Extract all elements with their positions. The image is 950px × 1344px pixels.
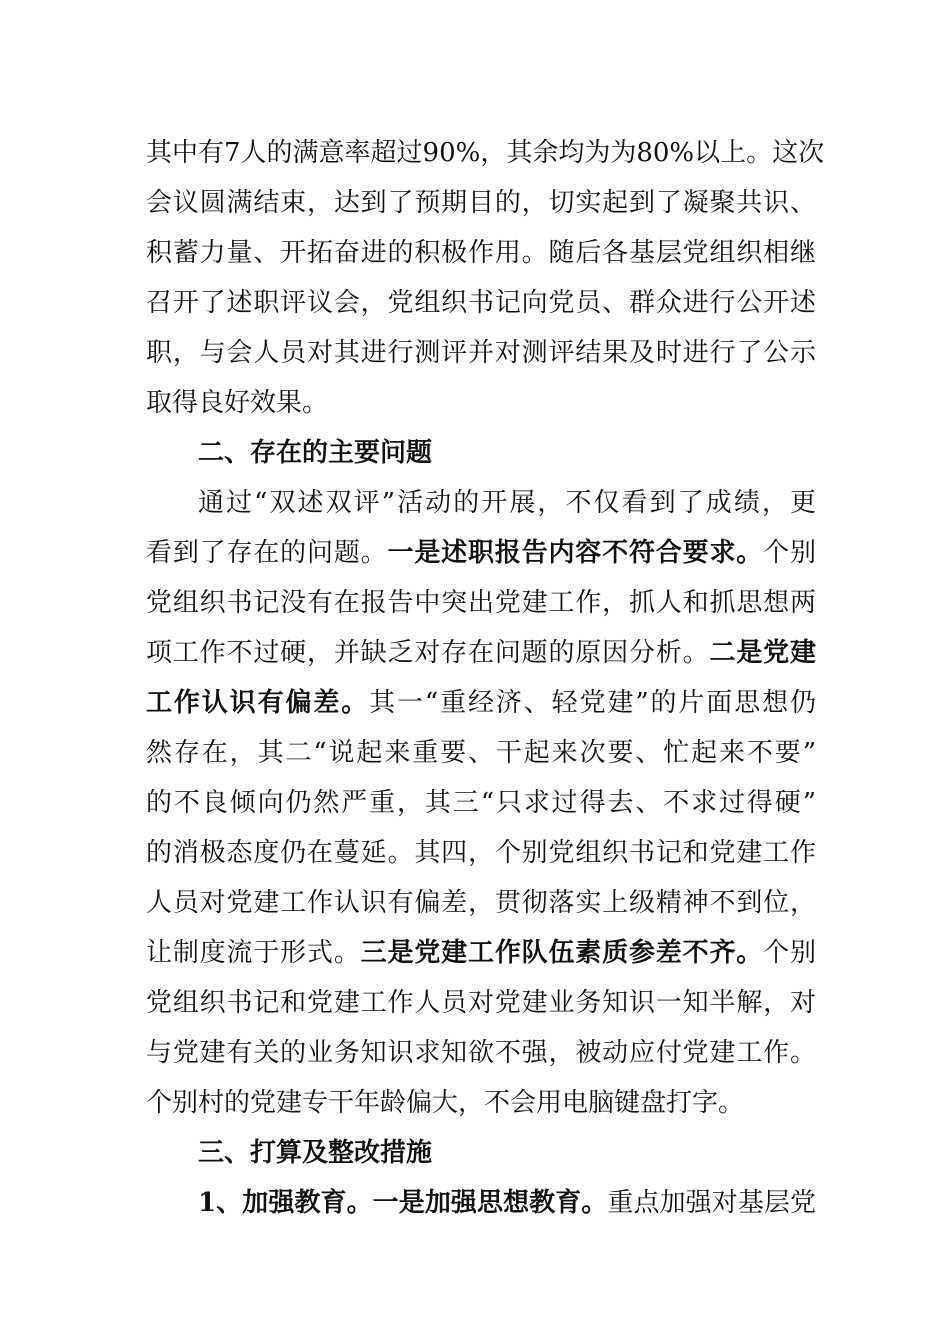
bold-text-span: 1、加强教育。一是加强思想教育。	[198, 1188, 608, 1218]
text-span: 个别	[763, 538, 816, 568]
section-heading: 三、打算及整改措施	[198, 1138, 433, 1168]
text-line	[198, 1180, 816, 1226]
section-heading: 二、存在的主要问题	[198, 438, 433, 468]
text-span: 项工作不过硬，并缺乏对存在问题的原因分析。	[146, 638, 710, 668]
text-line: 的不良倾向仍然严重，其三“只求过得去、不求过得硬”	[146, 788, 816, 818]
text-line: 党组织书记没有在报告中突出党建工作，抓人和抓思想两	[146, 588, 816, 618]
text-line: 积蓄力量、开拓奋进的积极作用。随后各基层党组织相继	[146, 238, 816, 268]
text-line: 然存在，其二“说起来重要、干起来次要、忙起来不要”	[146, 738, 816, 768]
text-line: 召开了述职评议会，党组织书记向党员、群众进行公开述	[146, 288, 816, 318]
bold-text-span: 一是述职报告内容不符合要求。	[387, 538, 764, 568]
bold-text-span: 二是党建	[709, 638, 816, 668]
text-line: 人员对党建工作认识有偏差，贯彻落实上级精神不到位，	[146, 888, 816, 918]
text-line: 取得良好效果。	[146, 388, 329, 418]
bold-text-span: 三是党建工作队伍素质参差不齐。	[360, 938, 764, 968]
text-line	[146, 680, 816, 726]
text-line: 职，与会人员对其进行测评并对测评结果及时进行了公示	[146, 338, 816, 368]
text-line: 与党建有关的业务知识求知欲不强，被动应付党建工作。	[146, 1038, 816, 1068]
text-span: 其一“重经济、轻党建”的片面思想仍	[369, 688, 816, 718]
text-line: 党组织书记和党建工作人员对党建业务知识一知半解，对	[146, 988, 816, 1018]
text-line	[146, 530, 816, 576]
text-span: 个别	[763, 938, 816, 968]
text-line: 通过“双述双评”活动的开展，不仅看到了成绩，更	[198, 488, 816, 518]
text-line: 会议圆满结束，达到了预期目的，切实起到了凝聚共识、	[146, 188, 816, 218]
text-line: 其中有7人的满意率超过90%，其余均为为80%以上。这次	[146, 138, 825, 168]
text-span: 让制度流于形式。	[146, 938, 361, 968]
text-line: 个别村的党建专干年龄偏大，不会用电脑键盘打字。	[146, 1088, 745, 1118]
text-span: 看到了存在的问题。	[146, 538, 388, 568]
text-line: 的消极态度仍在蔓延。其四，个别党组织书记和党建工作	[146, 838, 816, 868]
text-span: 重点加强对基层党	[607, 1188, 816, 1218]
text-line	[146, 630, 816, 676]
bold-text-span: 工作认识有偏差。	[146, 688, 370, 718]
text-line	[146, 930, 816, 976]
